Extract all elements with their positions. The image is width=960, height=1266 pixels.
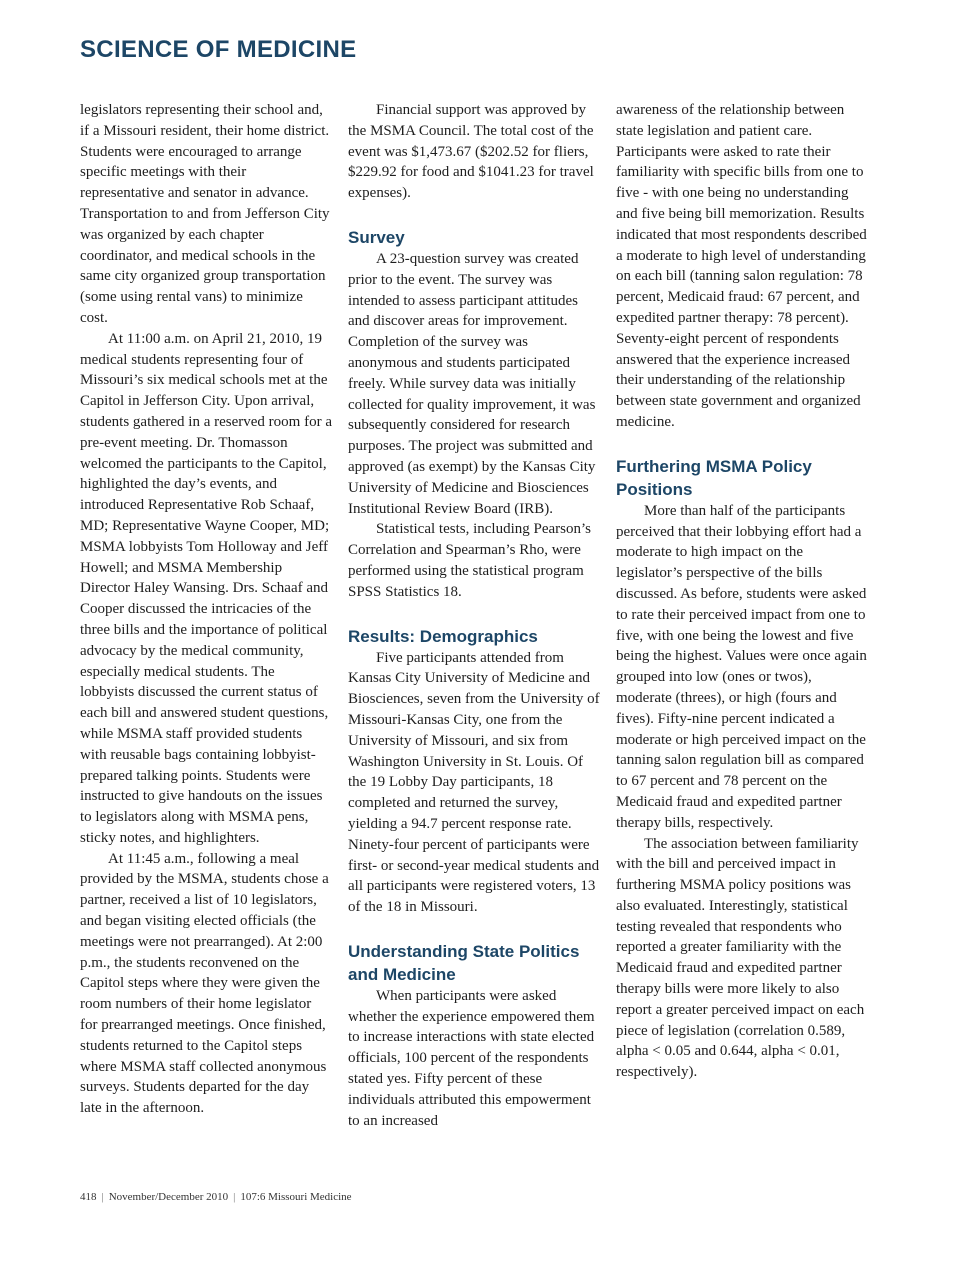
demographics-heading: Results: Demographics [348,626,538,646]
column-2 [348,100,600,1131]
paragraph: A 23-question survey was created prior to the event. The survey was intended to assess participant attitudes and discover areas for improvement. Completion of the survey was anonymous and students participated freely. While survey data was initially collected for quality improvement, it was subsequently considered for research purposes. The project was submitted and approved (as exempt) by the Kansas City University of Medicine and Biosciences Institutional Review Board (IRB). [348,250,596,517]
policy-heading: Furthering MSMA Policy Positions [616,456,812,499]
paragraph: When participants were asked whether the experience empowered them to increase interactions with state elected officials, 100 percent of the respondents stated yes. Fifty percent of these individuals attributed this empowerment to an increased [348,987,595,1129]
paragraph: The association between familiarity with the bill and perceived impact in furthering MSMA policy positions was also evaluated. Interestingly, statistical testing revealed that respondents who reported a greater familiarity with the Medicaid fraud and expedited partner therapy bills were more likely to also report a greater perceived impact on each piece of legislation (correlation 0.589, alpha < 0.05 and 0.644, alpha < 0.01, respectively). [616,835,865,1081]
footer-divider: | [233,1191,236,1203]
understanding-heading: Understanding State Politics and Medicine [348,941,580,984]
paragraph: legislators representing their school and, if a Missouri resident, their home district. Students were encouraged to arrange specific meetings with their representative and senator in advance. Transportation to and from Jefferson City was organized by each chapter coordinator, and medical schools in the same city organized group transportation (some using rental vans) to minimize cost. [80,102,330,326]
section-header: SCIENCE OF MEDICINE [80,36,357,63]
paragraph: awareness of the relationship between state legislation and patient care. Participants were asked to rate their familiarity with specific bills from one to five - with one being no understanding and five being bill memorization. Results indicated that most respondents described a moderate to high level of understanding on each bill (tanning salon regulation: 78 percent, Medicaid fraud: 67 percent, and expedited partner therapy: 78 percent). Seventy-eight percent of respondents answered that the experience increased their understanding of the relationship between state government and organized medicine. [616,102,867,430]
paragraph: At 11:00 a.m. on April 21, 2010, 19 medical students representing four of Missouri’s six medical schools met at the Capitol in Jefferson City. Upon arrival, students gathered in a reserved room for a pre-event meeting. Dr. Thomasson welcomed the participants to the Capitol, highlighted the day’s events, and introduced Representative Rob Schaaf, MD; Representative Wayne Cooper, MD; MSMA lobbyists Tom Holloway and Jeff Howell; and MSMA Membership Director Haley Wansing. Drs. Schaaf and Cooper discussed the intricacies of the three bills and the importance of political advocacy by the medical community, especially medical students. The lobbyists discussed the current status of each bill and answered student questions, while MSMA staff provided students with reusable bags containing lobbyist-prepared talking points. Students were instructed to give handouts on the issues to legislators along with MSMA pens, sticky notes, and highlighters. [80,330,332,846]
issue-date: November/December 2010 [108,1191,229,1203]
page-footer [80,1191,352,1203]
column-3 [616,100,868,1083]
survey-heading: Survey [348,227,405,247]
paragraph: Five participants attended from Kansas City University of Medicine and Biosciences, seven from the University of Missouri-Kansas City, one from the University of Missouri, and six from Washington University in St. Louis. Of the 19 Lobby Day participants, 18 completed and returned the survey, yielding a 94.7 percent response rate. Ninety-four percent of participants were first- or second-year medical students and all participants were registered voters, 13 of the 18 in Missouri. [348,649,600,916]
footer-divider: | [101,1191,104,1203]
paragraph: Financial support was approved by the MSMA Council. The total cost of the event was $1,473.67 ($202.52 for fliers, $229.92 for food and $1041.23 for travel expenses). [348,102,594,202]
journal-name: 107:6 Missouri Medicine [240,1191,352,1203]
paragraph: Statistical tests, including Pearson’s Correlation and Spearman’s Rho, were performed using the statistical program SPSS Statistics 18. [348,521,591,600]
paragraph: At 11:45 a.m., following a meal provided by the MSMA, students chose a partner, received a list of 10 legislators, and began visiting elected officials (the meetings were not prearranged). At 2:00 p.m., the students reconvened on the Capitol steps where they were given the room numbers of their home legislator for prearranged meetings. Once finished, students returned to the Capitol steps where MSMA staff collected anonymous surveys. Students departed for the day late in the afternoon. [80,850,329,1117]
column-1 [80,100,332,1119]
paragraph: More than half of the participants perceived that their lobbying effort had a moderate to high impact on the legislator’s perspective of the bills discussed. As before, students were asked to rate their perceived impact from one to five, with one being the lowest and five being the highest. Values were once again grouped into low (ones or twos), moderate (threes), or high (fours and fives). Fifty-nine percent indicated a moderate or high perceived impact on the tanning salon regulation bill as compared to 67 percent and 78 percent on the Medicaid fraud and expedited partner therapy bills, respectively. [616,502,867,831]
page-number: 418 [80,1191,97,1203]
